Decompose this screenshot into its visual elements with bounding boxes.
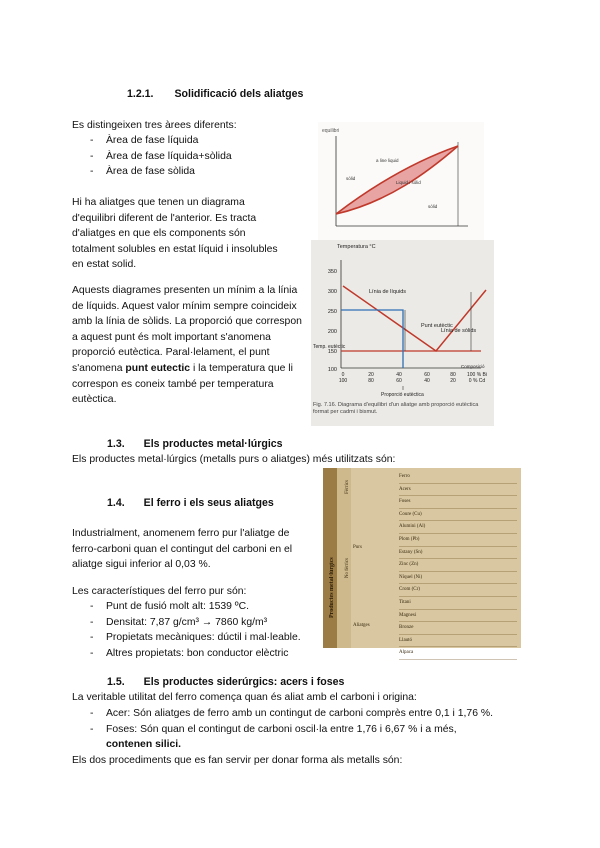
heading-1-3 bbox=[107, 437, 283, 453]
list-item: - Àrea de fase líquida bbox=[86, 133, 232, 149]
table-row: Coure (Cu) bbox=[399, 509, 517, 522]
table-row: Titani bbox=[399, 597, 517, 610]
table-row: Bronze bbox=[399, 622, 517, 635]
table-row: Estany (Sn) bbox=[399, 547, 517, 560]
text-span: Foses: Són quan el contingut de carboni oscil·la entre 1,76 i 6,67 % i a més, bbox=[106, 723, 457, 735]
tick-label: 80 bbox=[368, 378, 374, 384]
table-row: Plom (Pb) bbox=[399, 534, 517, 547]
table-row: Alumini (Al) bbox=[399, 521, 517, 534]
list-item: - Punt de fusió molt alt: 1539 ºC. bbox=[86, 599, 301, 615]
products-text: Els productes metal·lúrgics (metalls purs o aliatges) més utilitzats són: bbox=[72, 454, 396, 465]
steel-list bbox=[86, 706, 526, 753]
tick-label: 350 bbox=[327, 269, 337, 275]
tick-label: 80 bbox=[450, 372, 456, 378]
table-row: Foses bbox=[399, 496, 517, 509]
text-line bbox=[72, 361, 302, 377]
list-item: - Propietats mecàniques: dúctil i mal·leable. bbox=[86, 630, 301, 646]
axis-label: Composició bbox=[461, 364, 485, 369]
text-line: Industrialment, anomenem ferro pur l'aliatge de bbox=[72, 528, 290, 539]
figure-label: a line liquid bbox=[376, 158, 399, 163]
intro-text: Es distingeixen tres àrees diferents: bbox=[72, 120, 237, 131]
tick-label: 150 bbox=[327, 349, 337, 355]
final-text: Els dos procediments que es fan servir per donar forma als metalls són: bbox=[72, 755, 403, 766]
heading-title: Els productes metal·lúrgics bbox=[143, 438, 283, 450]
figure-caption bbox=[313, 402, 493, 426]
tick-label: 100 % Bi bbox=[466, 372, 488, 378]
text-line: amb la línia de sòlids. La proporció que correspon bbox=[72, 316, 302, 328]
bold-term: contenen silici. bbox=[106, 739, 182, 751]
tick-label: 200 bbox=[327, 329, 337, 335]
heading-title: Solidificació dels aliatges bbox=[174, 88, 304, 100]
figure-label: Punt eutèctic bbox=[421, 323, 453, 329]
tick-label: 0 % Cd bbox=[468, 378, 486, 384]
text-line: d'aliatges en que els components són bbox=[72, 228, 246, 240]
list-item: - Altres propietats: bon conductor elèctric bbox=[86, 646, 301, 662]
tick-label: 300 bbox=[327, 289, 337, 295]
paragraph-eutectic bbox=[72, 283, 302, 408]
table-row: Crom (Cr) bbox=[399, 584, 517, 597]
heading-number: 1.3. bbox=[107, 438, 125, 450]
table-row: Magnesi bbox=[399, 610, 517, 623]
paragraph-iron bbox=[72, 526, 292, 573]
heading-1-4 bbox=[107, 496, 274, 512]
text-line: correspon es coneix també per temperatura bbox=[72, 378, 274, 390]
eutectic-diagram-svg bbox=[311, 240, 494, 426]
text-line: de líquids. Aquest valor mínim sempre coincideix bbox=[72, 300, 297, 312]
guide-line bbox=[341, 310, 403, 368]
phase-diagram-svg bbox=[318, 122, 484, 246]
liquidus-line bbox=[343, 286, 486, 351]
text-line: ferro-carboni quan el contingut del carboni en el bbox=[72, 543, 293, 555]
bold-term: punt eutectic bbox=[125, 362, 191, 374]
heading-title: El ferro i els seus aliatges bbox=[143, 497, 274, 509]
tick-label: 100 bbox=[338, 378, 348, 384]
heading-1-5 bbox=[107, 675, 344, 691]
table-row: Alpaca bbox=[399, 647, 517, 660]
caption-text: Fig. 7.16. Diagrama d'equilibri d'un aliatge amb proporció eutèctica format per cadmi i bismut. bbox=[313, 402, 479, 415]
figure-label: sólid bbox=[428, 204, 438, 209]
text-line: totalment solubles en estat líquid i insolubles bbox=[72, 243, 278, 255]
props-list bbox=[86, 599, 301, 661]
figure-label: sólid bbox=[346, 176, 356, 181]
tick-label: 60 bbox=[424, 372, 430, 378]
list-item: - Àrea de fase sòlida bbox=[86, 164, 232, 180]
heading-number: 1.2.1. bbox=[127, 88, 154, 100]
text-line: Hi ha aliatges que tenen un diagrama bbox=[72, 197, 245, 208]
tick-label: 20 bbox=[368, 372, 374, 378]
phase-diagram-figure bbox=[318, 122, 484, 246]
tick-label: 20 bbox=[450, 378, 456, 384]
table-row: Ferro bbox=[399, 471, 517, 484]
axis-label: Temperatura °C bbox=[337, 244, 376, 250]
figure-label: Línia de líquids bbox=[369, 289, 406, 295]
props-intro: Les característiques del ferro pur són: bbox=[72, 586, 247, 597]
tick-label: 250 bbox=[327, 309, 337, 315]
table-row: Zinc (Zn) bbox=[399, 559, 517, 572]
tick-label: 40 bbox=[396, 372, 402, 378]
figure-label: Proporció eutèctica bbox=[381, 392, 424, 398]
heading-number: 1.4. bbox=[107, 497, 125, 509]
text-line: eutèctica. bbox=[72, 394, 117, 406]
table-row: Llautó bbox=[399, 635, 517, 648]
tick-label: 40 bbox=[424, 378, 430, 384]
sub-label: Aliatges bbox=[353, 623, 370, 628]
text-line: proporció eutèctica. Paral·lelament, el punt bbox=[72, 347, 270, 359]
group-label: No fèrrics bbox=[345, 558, 350, 579]
areas-list bbox=[86, 133, 232, 180]
tick-label: 100 bbox=[327, 367, 337, 373]
text-line: en estat solid. bbox=[72, 259, 137, 271]
table-row: Níquel (Ni) bbox=[399, 572, 517, 585]
text-line: Aquests diagrames presenten un mínim a la línia bbox=[72, 285, 298, 296]
heading-1-2-1 bbox=[127, 87, 303, 103]
tick-label: 0 bbox=[341, 372, 345, 378]
paragraph-diagram bbox=[72, 195, 278, 273]
group-label: Fèrrics bbox=[345, 480, 350, 494]
list-item: - Densitat: 7,87 g/cm³ → 7860 kg/m³ bbox=[86, 615, 301, 631]
products-table-figure bbox=[323, 468, 521, 656]
axis-label: Temp. eutèctic bbox=[313, 344, 346, 350]
tick-label: 60 bbox=[396, 378, 402, 384]
table-rows bbox=[399, 471, 517, 660]
text-line: d'equilibri diferent de l'anterior. Es tracta bbox=[72, 212, 257, 224]
steel-intro: La veritable utilitat del ferro comença quan és aliat amb el carboni i origina: bbox=[72, 692, 417, 703]
text-span: s'anomena bbox=[72, 362, 126, 374]
table-side-label: Productes metal·lúrgics bbox=[329, 557, 335, 618]
figure-label: Liquid i sólid bbox=[396, 180, 421, 185]
list-item bbox=[86, 722, 526, 753]
list-item: - Acer: Són aliatges de ferro amb un contingut de carboni comprès entre 0,1 i 1,76 %. bbox=[86, 706, 526, 722]
heading-title: Els productes siderúrgics: acers i foses bbox=[143, 676, 345, 688]
list-item: - Àrea de fase líquida+sòlida bbox=[86, 149, 232, 165]
sub-label: Purs bbox=[353, 545, 362, 550]
heading-number: 1.5. bbox=[107, 676, 125, 688]
text-line: a aquest punt és molt important s'anomena bbox=[72, 331, 271, 343]
eutectic-diagram-figure bbox=[311, 240, 494, 426]
figure-label: Línia de sòlids bbox=[441, 328, 477, 334]
text-line: aliatge sigui inferior al 0,03 %. bbox=[72, 559, 211, 571]
table-row: Acers bbox=[399, 484, 517, 497]
figure-label: equilibri bbox=[322, 128, 340, 134]
text-span: i la temperatura que li bbox=[190, 362, 293, 374]
